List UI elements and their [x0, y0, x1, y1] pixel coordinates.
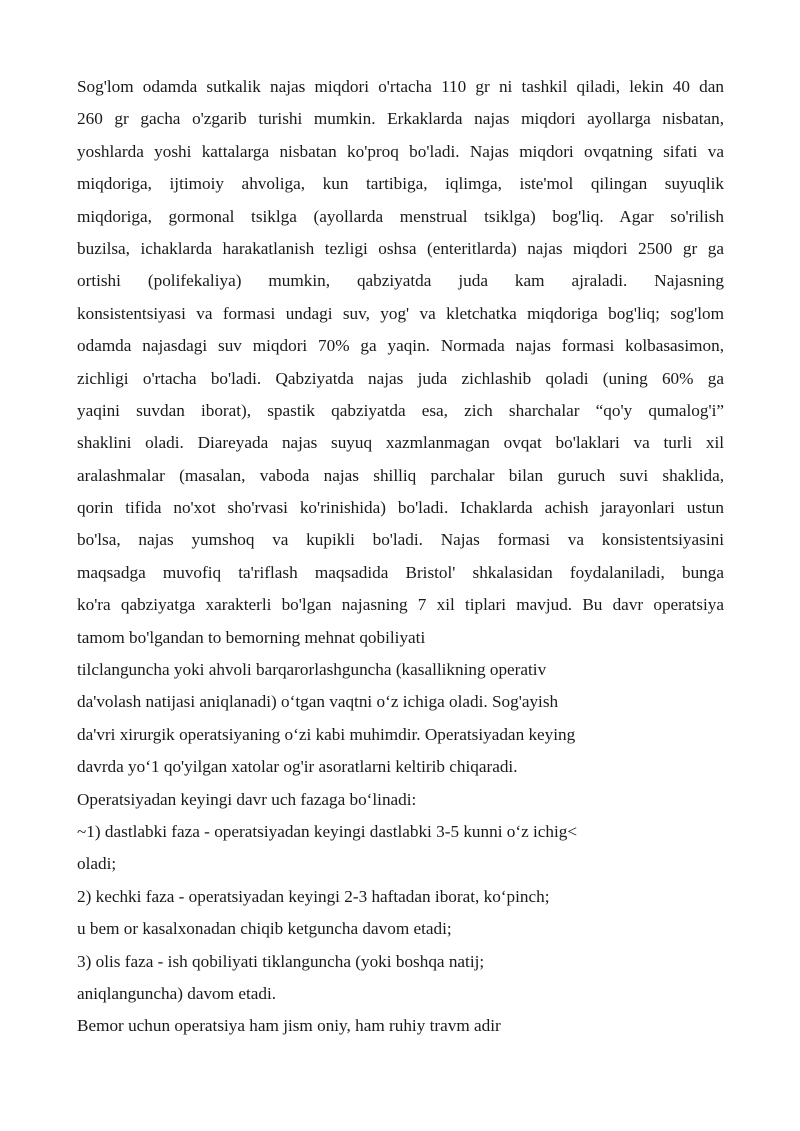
text-line: ko'ra qabziyatga xarakterli bo'lgan najasning 7 xil tiplari mavjud. Bu davr operatsiya [77, 595, 724, 615]
text-line: miqdoriga, ijtimoiy ahvoliga, kun tartibiga, iqlimga, iste'mol qilingan suyuqlik [77, 174, 724, 194]
text-line: Operatsiyadan keyingi davr uch fazaga bo‘linadi: [77, 789, 417, 809]
text-line: tamom bo'lgandan to bemorning mehnat qobiliyati [77, 627, 426, 647]
text-line: aniqlanguncha) davom etadi. [77, 983, 277, 1003]
text-line: qorin tifida no'xot sho'rvasi ko'rinishida) bo'ladi. Ichaklarda achish jarayonlari ustun [77, 498, 724, 518]
text-line: maqsadga muvofiq ta'riflash maqsadida Bristol' shkalasidan foydalaniladi, bunga [77, 562, 724, 582]
text-line: u bem or kasalxonadan chiqib ketguncha davom etadi; [77, 919, 452, 939]
text-line: 3) olis faza - ish qobiliyati tiklanguncha (yoki boshqa natij; [77, 951, 485, 971]
text-line: tilclanguncha yoki ahvoli barqarorlashguncha (kasallikning operativ [77, 660, 547, 680]
text-line: bo'lsa, najas yumshoq va kupikli bo'ladi. Najas formasi va konsistentsiyasini [77, 530, 724, 550]
text-line: miqdoriga, gormonal tsiklga (ayollarda menstrual tsiklga) bog'liq. Agar so'rilish [77, 206, 724, 226]
text-line: odamda najasdagi suv miqdori 70% ga yaqin. Normada najas formasi kolbasasimon, [77, 336, 724, 356]
text-line: Sog'lom odamda sutkalik najas miqdori o'rtacha 110 gr ni tashkil qiladi, lekin 40 dan [77, 77, 724, 96]
text-line: 260 gr gacha o'zgarib turishi mumkin. Erkaklarda najas miqdori ayollarga nisbatan, [77, 109, 724, 129]
text-line: konsistentsiyasi va formasi undagi suv, yog' va kletchatka miqdoriga bog'liq; sog'lom [77, 303, 724, 323]
text-line: yoshlarda yoshi kattalarga nisbatan ko'proq bo'ladi. Najas miqdori ovqatning sifati va [77, 141, 724, 161]
text-line: Bemor uchun operatsiya ham jism oniy, ham ruhiy travm adir [77, 1016, 501, 1036]
text-line: ~1) dastlabki faza - operatsiyadan keyingi dastlabki 3-5 kunni o‘z ichig< [77, 821, 578, 841]
text-line: da'vri xirurgik operatsiyaning o‘zi kabi muhimdir. Operatsiyadan keying [77, 724, 576, 744]
text-line: da'volash natijasi aniqlanadi) o‘tgan vaqtni o‘z ichiga oladi. Sog'ayish [77, 692, 559, 712]
text-line: 2) kechki faza - operatsiyadan keyingi 2-3 haftadan iborat, ko‘pinch; [77, 886, 550, 906]
text-line: aralashmalar (masalan, vaboda najas shilliq parchalar bilan guruch suvi shaklida, [77, 465, 724, 485]
text-line: yaqini suvdan iborat), spastik qabziyatda esa, zich sharchalar “qo'y qumalog'i” [77, 400, 724, 420]
text-line: shaklini oladi. Diareyada najas suyuq xazmlanmagan ovqat bo'laklari va turli xil [77, 433, 724, 453]
text-line: ortishi (polifekaliya) mumkin, qabziyatda juda kam ajraladi. Najasning [77, 271, 724, 291]
text-line: buzilsa, ichaklarda harakatlanish tezligi oshsa (enteritlarda) najas miqdori 2500 gr ga [77, 238, 724, 258]
body-text [77, 71, 724, 1043]
text-line: oladi; [77, 854, 117, 874]
text-line: zichligi o'rtacha bo'ladi. Qabziyatda najas juda zichlashib qoladi (uning 60% ga [77, 368, 724, 388]
text-line: davrda yo‘1 qo'yilgan xatolar og'ir asoratlarni keltirib chiqaradi. [77, 757, 518, 777]
